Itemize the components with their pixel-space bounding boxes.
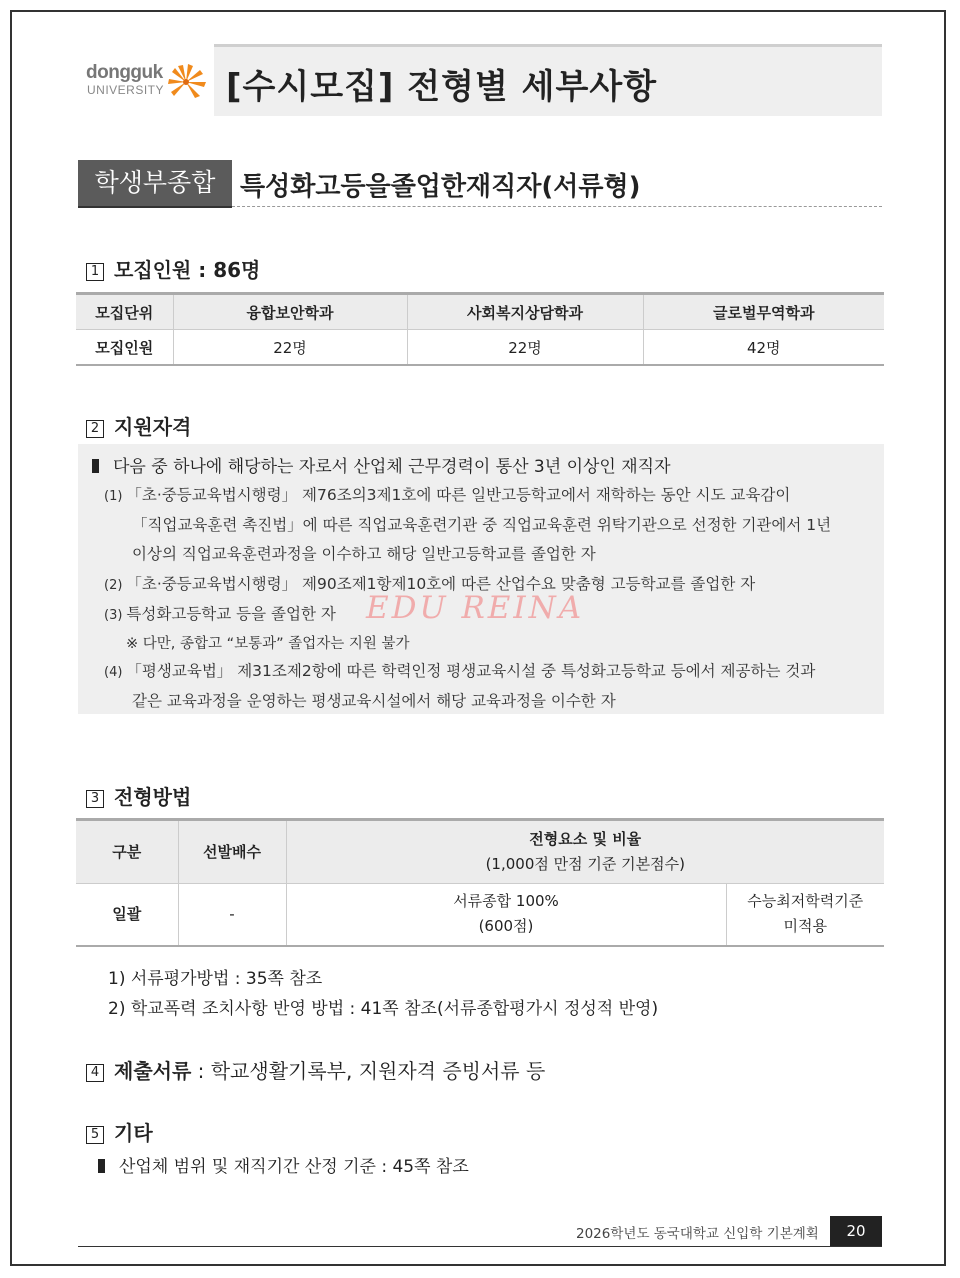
table-header-cell: 선발배수 [178,820,286,884]
list-item-text: 특성화고등학교 등을 졸업한 자 [126,605,336,623]
page-title: [수시모집] 전형별 세부사항 [226,67,658,107]
table-header-cell [286,820,884,884]
logo-text: dongguk [86,62,163,83]
eligibility-lead [92,452,671,477]
list-item-text: 이상의 직업교육훈련과정을 이수하고 해당 일반고등학교를 졸업한 자 [132,545,596,563]
section-title: 전형방법 [114,785,192,809]
selection-method-table [76,818,884,947]
square-bullet-icon [98,1159,105,1173]
cell-line: (600점) [478,917,534,936]
logo-flame-icon [164,62,208,102]
footer-divider [78,1246,882,1247]
header-subline: (1,000점 만점 기준 기본점수) [485,855,685,873]
recruitment-table [76,292,884,366]
table-header-row [76,820,884,884]
section-title-value: : 86명 [191,258,261,282]
table-cell: 22명 [173,330,407,366]
section-etc [86,1117,153,1146]
etc-bullet [98,1152,469,1177]
footer-text: 2026학년도 동국대학교 신입학 기본계획 [576,1226,819,1242]
etc-bullet-text: 산업체 범위 및 재직기간 산정 기준 : 45쪽 참조 [119,1157,469,1177]
list-item-text: 같은 교육과정을 운영하는 평생교육시설에서 해당 교육과정을 이수한 자 [132,692,616,710]
admission-type-title: 특성화고등을졸업한재직자(서류형) [240,172,641,202]
section-number-box: 1 [86,263,104,281]
section-title: 기타 [114,1121,153,1145]
eligibility-box [78,444,884,714]
list-item [132,542,596,564]
table-header-cell: 글로벌무역학과 [643,294,884,330]
list-item [104,483,790,505]
cell-line: 미적용 [783,917,827,936]
section-number-box: 4 [86,1064,104,1082]
list-item-marker: (1) [104,489,123,504]
section-title: 제출서류 [114,1059,192,1083]
section-number-box: 2 [86,420,104,438]
list-item-note [126,632,410,653]
section-title-value: : 학교생활기록부, 지원자격 증빙서류 등 [191,1059,546,1083]
table-cell: - [178,884,286,946]
list-item [132,513,831,535]
table-cell [726,884,884,946]
table-row-header: 일괄 [76,884,178,946]
section-number-box: 5 [86,1126,104,1144]
table-row-header: 모집인원 [76,330,173,366]
table-header-cell: 융합보안학과 [173,294,407,330]
section-eligibility [86,411,191,440]
table-row [76,884,884,946]
university-logo [86,62,212,102]
table-cell [286,884,726,946]
note-line: 2) 학교폭력 조치사항 반영 방법 : 41쪽 참조(서류종합평가시 정성적 반영) [108,999,659,1019]
table-row [76,330,884,366]
category-badge: 학생부종합 [78,160,232,206]
list-item-marker: (2) [104,578,123,593]
section-number-box: 3 [86,790,104,808]
list-item-text: 「초·중등교육법시행령」 제76조의3제1호에 따른 일반고등학교에서 재학하는 동안 시도 교육감이 [126,486,791,504]
list-item [104,602,336,624]
list-item [104,659,815,681]
section-selection-method [86,781,191,810]
header-line: 전형요소 및 비율 [529,830,642,848]
list-item-text: 「초·중등교육법시행령」 제90조제1항제10호에 따른 산업수요 맞춤형 고등학교를 졸업한 자 [126,575,756,593]
section-title: 모집인원 [114,258,192,282]
list-item-marker: (4) [104,665,123,680]
list-item-marker: (3) [104,608,123,623]
section-recruitment-count [86,254,260,283]
square-bullet-icon [92,459,99,473]
page-number: 20 [830,1216,882,1246]
table-header-cell: 사회복지상담학과 [407,294,643,330]
list-item-text: ※ 다만, 종합고 “보통과” 졸업자는 지원 불가 [126,636,410,652]
watermark: EDU REINA [366,590,585,626]
table-header-row [76,294,884,330]
badge-underline [78,206,232,208]
eligibility-lead-text: 다음 중 하나에 해당하는 자로서 산업체 근무경력이 통산 3년 이상인 재직자 [113,457,671,477]
cell-line: 서류종합 100% [453,892,559,911]
note-line: 1) 서류평가방법 : 35쪽 참조 [108,969,323,989]
page-title-bar [214,44,882,116]
list-item-text: 「직업교육훈련 촉진법」에 따른 직업교육훈련기관 중 직업교육훈련 위탁기관으로 선정한 기관에서 1년 [132,516,832,534]
table-cell: 42명 [643,330,884,366]
list-item [132,689,616,711]
logo-subtext: UNIVERSITY [87,83,165,97]
section-title: 지원자격 [114,415,192,439]
table-header-cell: 구분 [76,820,178,884]
table-header-cell: 모집단위 [76,294,173,330]
heading-divider [232,206,882,207]
cell-line: 수능최저학력기준 [747,892,864,911]
table-cell: 22명 [407,330,643,366]
section-documents [86,1055,545,1084]
list-item-text: 「평생교육법」 제31조제2항에 따른 학력인정 평생교육시설 중 특성화고등학교 등에서 제공하는 것과 [126,662,816,680]
